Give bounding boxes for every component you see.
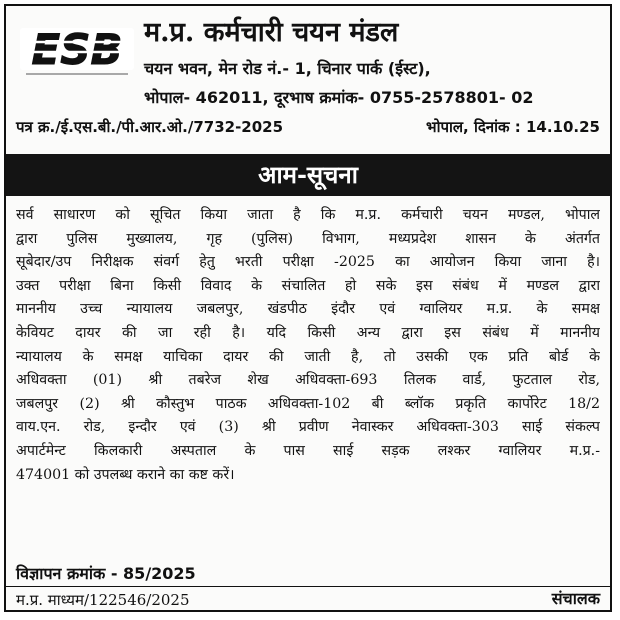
advertisement-number: विज्ञापन क्रमांक - 85/2025 [16,564,196,583]
body-line: 474001 को उपलब्ध कराने का कष्ट करें। [16,466,235,483]
notice-body [16,204,600,487]
body-line: सूबेदार/उप निरीक्षक संवर्ग हेतु भरती परीक्षा -2025 का आयोजन किया जाना है। [16,254,600,271]
body-line: द्वारा पुलिस मुख्यालय, गृह (पुलिस) विभाग, मध्यप्रदेश शासन के अंतर्गत [16,230,600,247]
body-line: केवियट दायर की जा रही है। यदि किसी अन्य द्वारा इस संबंध में माननीय [16,324,600,341]
address-line-2: भोपाल- 462011, दूरभाष क्रमांक- 0755-2578801- 02 [144,88,534,107]
body-line: माननीय उच्च न्यायालय जबलपुर, खंडपीठ इंदौर एवं ग्वालियर म.प्र. के समक्ष [16,301,600,318]
body-line: वाय.एन. रोड, इन्दौर एवं (3) श्री प्रवीण नेवास्कर अधिवक्ता-303 साई संकल्प [16,419,600,436]
notice-header [6,6,610,154]
body-line: सर्व साधारण को सूचित किया जाता है कि म.प्र. कर्मचारी चयन मण्डल, भोपाल [16,207,600,223]
media-reference: म.प्र. माध्यम/122546/2025 [16,591,190,609]
letter-reference: पत्र क्र./ई.एस.बी./पी.आर.ओ./7732-2025 [16,118,284,136]
esb-logo-text: ESB [31,25,123,74]
esb-logo-mark [18,20,136,80]
body-line: न्यायालय के समक्ष याचिका दायर की जाती है, तो उसकी एक प्रति बोर्ड के [16,348,600,365]
body-line: उक्त परीक्षा बिना किसी विवाद के संचालित हो सके इस संबंध में मण्डल द्वारा [16,277,600,294]
place-date: भोपाल, दिनांक : 14.10.25 [426,118,600,136]
esb-logo [18,20,136,80]
notice-title: आम-सूचना [6,154,610,196]
body-line: अपार्टमेन्ट किलकारी अस्पताल के पास साई सड़क लश्कर ग्वालियर म.प्र.- [16,442,600,459]
footer-divider [6,586,610,587]
body-line: जबलपुर (2) श्री कौस्तुभ पाठक अधिवक्ता-102 बी ब्लॉक प्रकृति कार्पोरेट 18/2 [16,395,600,412]
address-line-1: चयन भवन, मेन रोड नं.- 1, चिनार पार्क (ईस्ट), [144,59,431,78]
public-notice [4,4,612,612]
body-line: अधिवक्ता (01) श्री तबरेज शेख अधिवक्ता-693 तिलक वार्ड, फुटताल रोड, [16,372,600,389]
signatory: संचालक [551,589,600,608]
organization-name: म.प्र. कर्मचारी चयन मंडल [144,17,399,48]
